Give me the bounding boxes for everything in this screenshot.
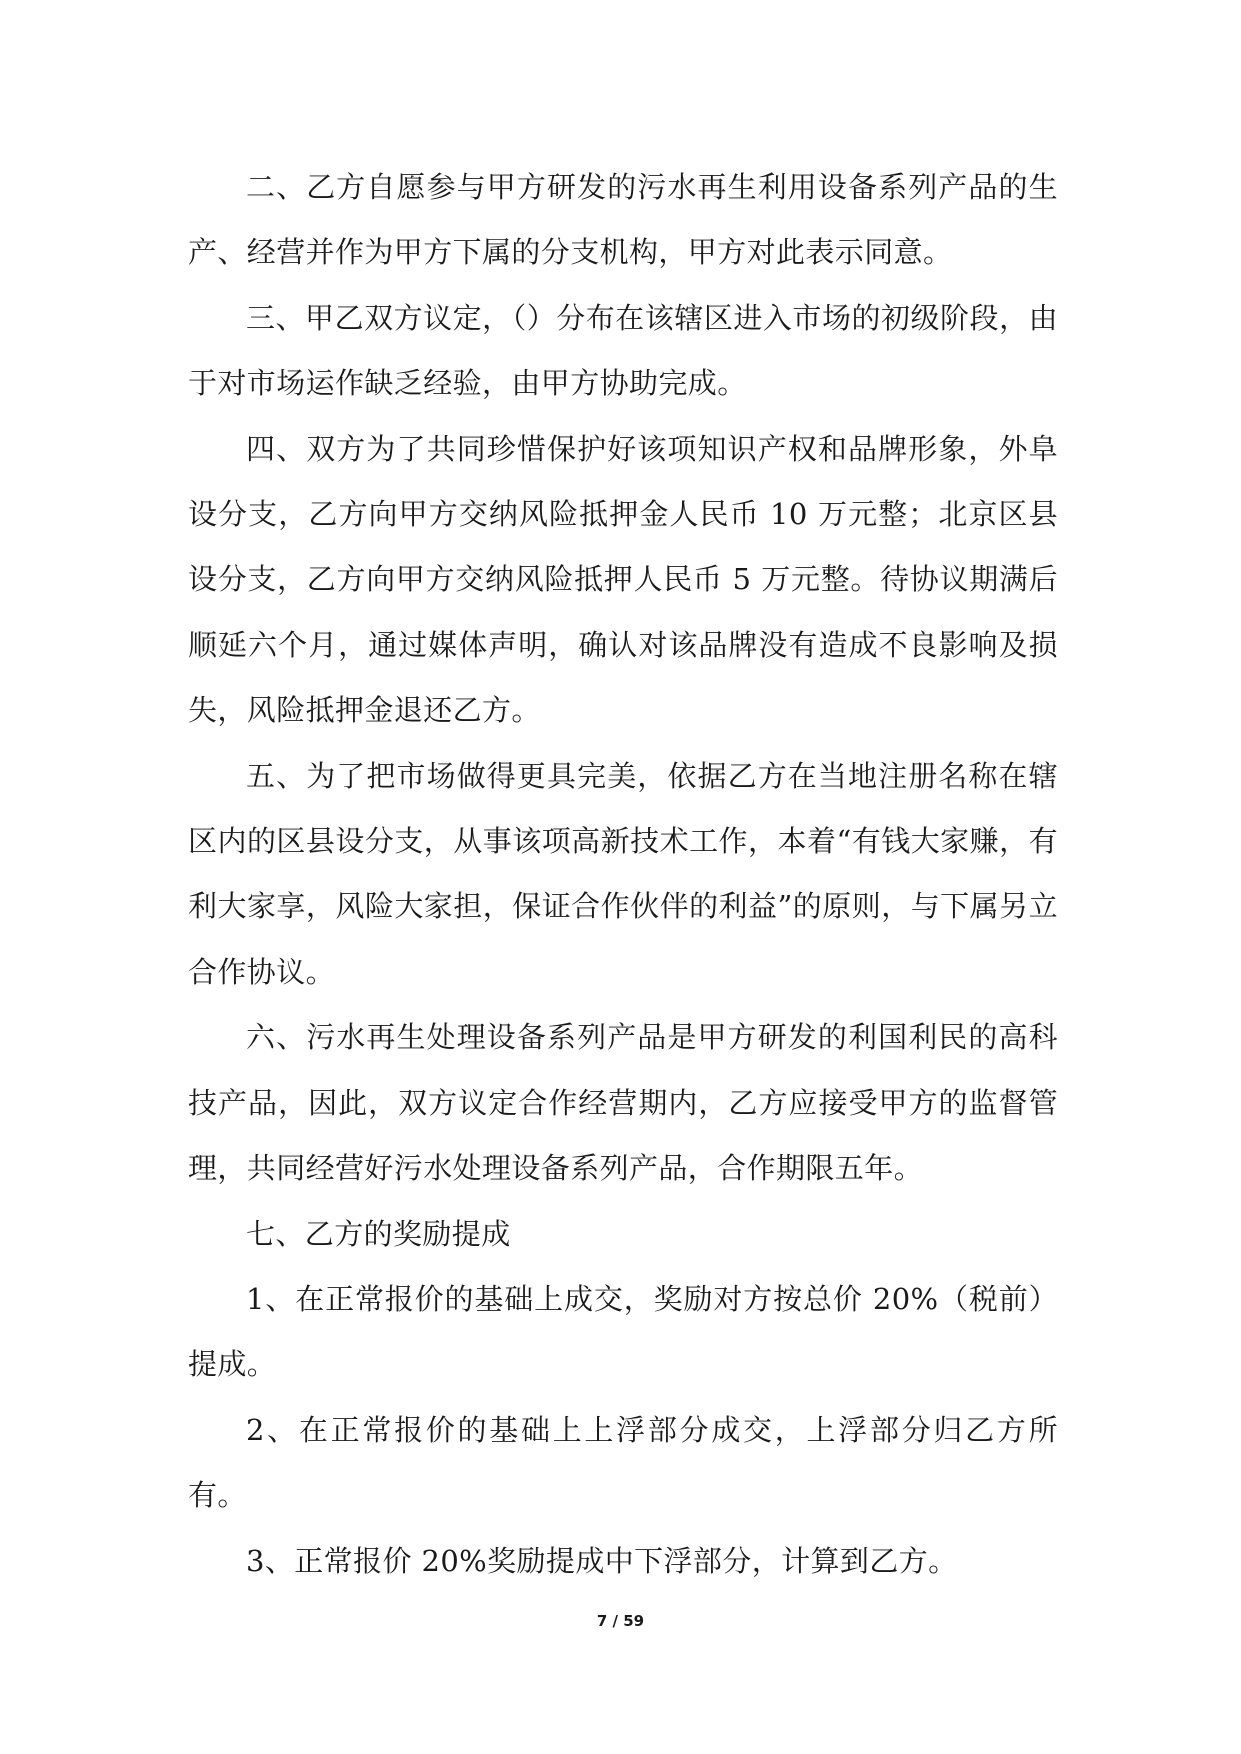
paragraph-clause-7-heading: 七、乙方的奖励提成 <box>246 1216 511 1251</box>
paragraph-clause-5: 五、为了把市场做得更具完美，依据乙方在当地注册名称在辖区内的区县设分支，从事该项高新技术工作，本着“有钱大家赚，有利大家享，风险大家担，保证合作伙伴的利益”的原则，与下属另立合作协议。 <box>188 758 1058 989</box>
paragraph-clause-3: 三、甲乙双方议定，（）分布在该辖区进入市场的初级阶段，由于对市场运作缺乏经验，由甲方协助完成。 <box>188 300 1058 401</box>
paragraph-reward-3: 3、正常报价 20%奖励提成中下浮部分，计算到乙方。 <box>246 1543 958 1578</box>
paragraph-clause-6: 六、污水再生处理设备系列产品是甲方研发的利国利民的高科技产品，因此，双方议定合作经营期内，乙方应接受甲方的监督管理，共同经营好污水处理设备系列产品，合作期限五年。 <box>188 1020 1058 1186</box>
paragraph-reward-1: 1、在正常报价的基础上成交，奖励对方按总价 20%（税前）提成。 <box>188 1281 1058 1382</box>
page-number: 7 / 59 <box>596 1612 645 1630</box>
paragraph-clause-2: 二、乙方自愿参与甲方研发的污水再生利用设备系列产品的生产、经营并作为甲方下属的分支机构，甲方对此表示同意。 <box>188 170 1058 270</box>
paragraph-clause-4: 四、双方为了共同珍惜保护好该项知识产权和品牌形象，外阜设分支，乙方向甲方交纳风险抵押金人民币 10 万元整；北京区县设分支，乙方向甲方交纳风险抵押人民币 5 万元整。待协议期满后顺延六个月，通过媒体声明，确认对该品牌没有造成不良影响及损失，风险抵押金退还乙方。 <box>188 431 1058 728</box>
document-body <box>188 155 1058 1594</box>
paragraph-reward-2: 2、在正常报价的基础上上浮部分成交，上浮部分归乙方所有。 <box>188 1412 1058 1513</box>
